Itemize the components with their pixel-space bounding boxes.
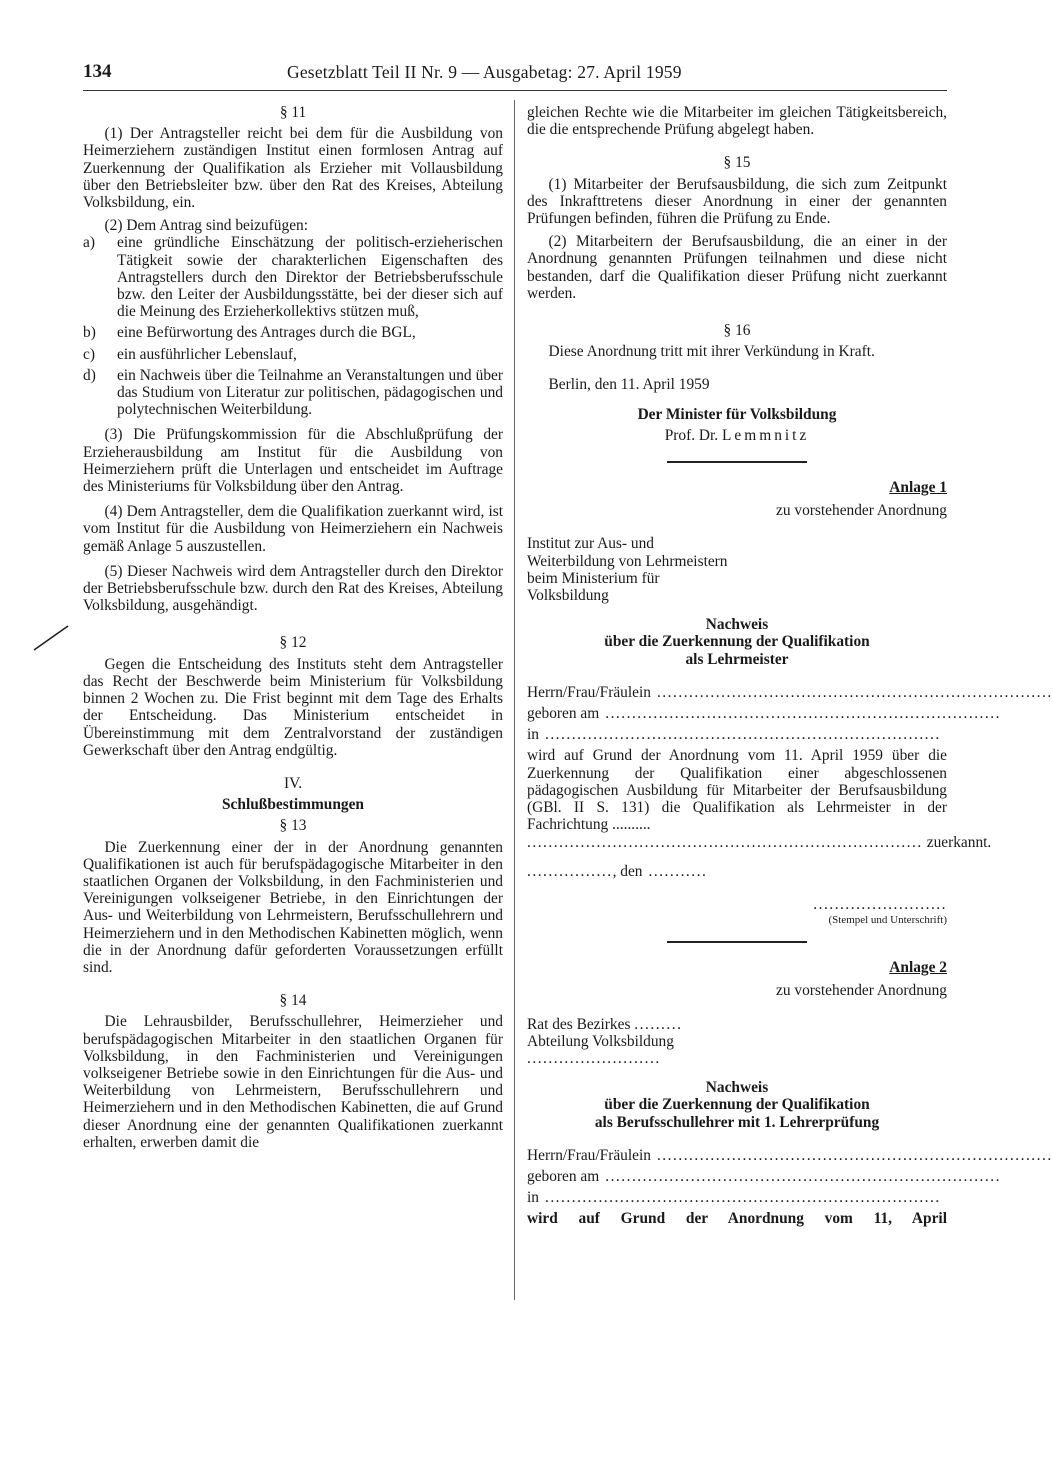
- anlage-1-nachweis: Nachweis: [705, 616, 769, 634]
- list-label: c): [83, 345, 95, 363]
- field-label: Herrn/Frau/Fräulein: [527, 1146, 651, 1164]
- running-header: [83, 61, 755, 87]
- s11-para-5: (5) Dieser Nachweis wird dem Antragsteller durch den Direktor der Betriebsberufsschule bzw. durch den Rat des Kreises, Abteilung Volksbildung, ausgehändigt.: [83, 562, 503, 615]
- page-number: 134: [83, 61, 112, 82]
- anlage-1-field-place: [527, 726, 947, 743]
- separator-rule: [667, 461, 807, 463]
- anlage-1-field-birth: [527, 705, 1001, 723]
- anlage-2-nachweis-line3: als Berufsschullehrer mit 1. Lehrerprüfung: [594, 1113, 880, 1131]
- section-14-title: § 14: [279, 992, 307, 1010]
- dotted-fill: ..........................................................................: [527, 833, 923, 851]
- field-label: Herrn/Frau/Fräulein: [527, 683, 651, 701]
- list-label: d): [83, 366, 96, 384]
- list-label: a): [83, 234, 95, 252]
- anlage-2-nachweis-line2: über die Zuerkennung der Qualifikation: [604, 1096, 870, 1114]
- den-text: , den: [612, 862, 643, 880]
- field-label: geboren am: [527, 705, 600, 723]
- s11-para-2: (2) Dem Antrag sind beizufügen:: [104, 217, 308, 235]
- s15-para-2: (2) Mitarbeitern der Berufsausbildung, die an einer in der Anordnung genannten Prüfungen teilnahmen und diese nicht bestanden, darf die Qualifikation dieser Prüfung nicht zuerkannt werden.: [527, 233, 947, 302]
- anlage-1-body: wird auf Grund der Anordnung vom 11. April 1959 über die Zuerkennung der Qualifikation einer abgeschlossenen pädagogischen Ausbildung für Mitarbeiter der Berufsausbildung (GBl. II S. 131) die Qualifikation als Lehrmeister in der Fachrichtung ..........: [527, 747, 947, 834]
- separator-rule: [667, 941, 807, 943]
- list-item: [83, 324, 503, 341]
- s12-para: Gegen die Entscheidung des Instituts steht dem Antragsteller das Recht der Beschwerde beim Ministerium für Volksbildung binnen 2 Wochen zu. Die Frist beginnt mit dem Tage des Erhalts der Entscheidung. Das Ministerium entscheidet in Übereinstimmung mit dem Zentralvorstand der zuständigen Gewerkschaft über den Antrag endgültig.: [83, 655, 503, 759]
- column-divider: [514, 100, 515, 1300]
- margin-pencil-mark: [28, 622, 72, 652]
- anlage-1-nachweis-line2: über die Zuerkennung der Qualifikation: [604, 633, 870, 651]
- zuerkannt-text: zuerkannt.: [926, 833, 992, 851]
- list-item: [83, 346, 503, 363]
- signer-name: Lemmnitz: [722, 426, 810, 444]
- part-title: IV.: [283, 774, 303, 792]
- anlage-1-field-name: [527, 683, 1053, 701]
- dotted-fill: ..........................................................................: [544, 1189, 941, 1207]
- s16-para: Diese Anordnung tritt mit ihrer Verkündung in Kraft.: [548, 343, 875, 361]
- header-rule: [83, 90, 947, 91]
- rat-label: Rat des Bezirkes: [527, 1015, 631, 1033]
- s15-para-1: (1) Mitarbeiter der Berufsausbildung, die sich zum Zeitpunkt des Inkrafttretens dieser Anordnung in einer der genannten Prüfungen befinden, führen die Prüfung zu Ende.: [527, 175, 947, 228]
- anlage-2-last-line: wird auf Grund der Anordnung vom 11, April: [527, 1210, 947, 1228]
- signature-dots: .........................: [813, 895, 947, 913]
- list-text: ein ausführlicher Lebenslauf,: [117, 345, 297, 363]
- dotted-fill: ..........................................................................: [605, 705, 1001, 723]
- dotted-fill: ..........................................................................: [656, 683, 1053, 701]
- running-title: Gesetzblatt Teil II Nr. 9 — Ausgabetag: 27. April 1959: [287, 62, 682, 82]
- section-12-title: § 12: [279, 634, 307, 652]
- anlage-1-zuerkannt-line: [527, 833, 992, 851]
- anlage-2-rat: [527, 1016, 947, 1033]
- list-item: [83, 367, 503, 419]
- dotted-fill: ..........................................................................: [544, 726, 941, 744]
- s14-para: Die Lehrausbilder, Berufsschullehrer, Heimerzieher und berufspädagogischen Mitarbeiter in den staatlichen Organen für Volksbildung, in den Fachministerien und Vereinigungen volkseigener Betriebe sowie in den Einrichtungen für die Aus- und Weiterbildung von Lehrmeistern, Berufsschullehrern und Heimerziehern und in den Methodischen Kabinetten, die auf Grund dieser Anordnung eine der genannten Qualifikationen zuerkannt erhalten, erwerben damit die: [83, 1013, 503, 1151]
- s11-list: [83, 234, 503, 418]
- dotted-fill: ...........: [648, 862, 708, 880]
- field-label: in: [527, 726, 539, 744]
- anlage-2-title: Anlage 2: [889, 959, 947, 977]
- anlage-1-institution: Institut zur Aus- und Weiterbildung von Lehrmeistern beim Ministerium für Volksbildung: [527, 535, 728, 605]
- anlage-2-abteilung: Abteilung Volksbildung: [527, 1032, 674, 1050]
- anlage-2-field-place: [527, 1189, 947, 1206]
- list-text: eine gründliche Einschätzung der politisch-erzieherischen Tätigkeit sowie der charakterlichen Eigenschaften des Antragstellers durch den Direktor der Betriebsberufsschule bzw. den Leiter der Ausbildungsstätte, bei der dieser sich auf die Meinung des Erzieherkollektivs stützen muß,: [117, 234, 503, 321]
- section-15-title: § 15: [723, 154, 751, 172]
- s13-para: Die Zuerkennung einer der in der Anordnung genannten Qualifikationen ist auch für berufspädagogische Mitarbeiter in den staatlichen Organen der Volksbildung, in den Fachministerien und Vereinigungen volkseigener Betriebe, in den Einrichtungen der Aus- und Weiterbildung von Lehrmeistern, Berufsschullehrern und Heimerziehern und in den Methodischen Kabinetten möglich, wenn die in der Anordnung dafür geforderten Voraussetzungen erfüllt sind.: [83, 838, 503, 976]
- anlage-1-nachweis-line3: als Lehrmeister: [685, 650, 789, 668]
- list-text: ein Nachweis über die Teilnahme an Veranstaltungen und über das Studium von Literatur zur politischen, pädagogischen und polytechnischen Weiterbildung.: [117, 366, 503, 419]
- signer-prefix: Prof. Dr.: [664, 426, 719, 444]
- field-label: geboren am: [527, 1167, 600, 1185]
- anlage-1-date-line: [527, 863, 947, 880]
- list-label: b): [83, 324, 96, 342]
- s11-para-1: (1) Der Antragsteller reicht bei dem für die Ausbildung von Heimerziehern zuständigen Institut einen formlosen Antrag auf Zuerkennung der Qualifikation als Erzieher mit Vollausbildung über den Betriebsleiter bzw. über den Rat des Kreises, Abteilung Volksbildung, ein.: [83, 125, 503, 212]
- section-13-title: § 13: [279, 817, 307, 835]
- dotted-fill: ..........................................................................: [605, 1167, 1001, 1185]
- anlage-2-nachweis: Nachweis: [705, 1079, 769, 1097]
- s11-para-4: (4) Dem Antragsteller, dem die Qualifikation zuerkannt wird, ist vom Institut für die Ausbildung von Heimerziehern ein Nachweis gemäß Anlage 5 auszustellen.: [83, 503, 503, 555]
- list-item: [83, 234, 503, 320]
- dotted-fill: ..........................................................................: [656, 1146, 1053, 1164]
- signer-title: Der Minister für Volksbildung: [637, 405, 837, 423]
- signer: [527, 427, 947, 444]
- stamp-caption: (Stempel und Unterschrift): [828, 914, 947, 927]
- list-text: eine Befürwortung des Antrages durch die BGL,: [117, 324, 416, 342]
- anlage-2-subtitle: zu vorstehender Anordnung: [776, 982, 947, 1000]
- anlage-2-field-name: [527, 1146, 1053, 1164]
- s14-continuation: gleichen Rechte wie die Mitarbeiter im gleichen Tätigkeitsbereich, die die entsprechende Prüfung abgelegt haben.: [527, 104, 947, 139]
- dotted-fill: .........: [634, 1015, 683, 1033]
- left-column: [83, 104, 503, 1151]
- anlage-1-title: Anlage 1: [889, 479, 947, 497]
- anlage-2-field-birth: [527, 1167, 1001, 1185]
- right-column: [527, 104, 1053, 1228]
- s11-para-3: (3) Die Prüfungskommission für die Abschlußprüfung der Erzieherausbildung am Institut für die Ausbildung von Heimerziehern prüft die Unterlagen und entscheidet im Auftrage des Ministeriums für Volksbildung über den Antrag.: [83, 426, 503, 496]
- place-date: Berlin, den 11. April 1959: [548, 376, 710, 394]
- field-label: in: [527, 1189, 539, 1207]
- dotted-fill: ................: [527, 862, 613, 880]
- section-11-title: § 11: [279, 104, 307, 121]
- part-subtitle: Schlußbestimmungen: [222, 796, 364, 814]
- anlage-1-subtitle: zu vorstehender Anordnung: [776, 502, 947, 520]
- dotted-fill: .........................: [527, 1049, 661, 1067]
- section-16-title: § 16: [723, 322, 751, 340]
